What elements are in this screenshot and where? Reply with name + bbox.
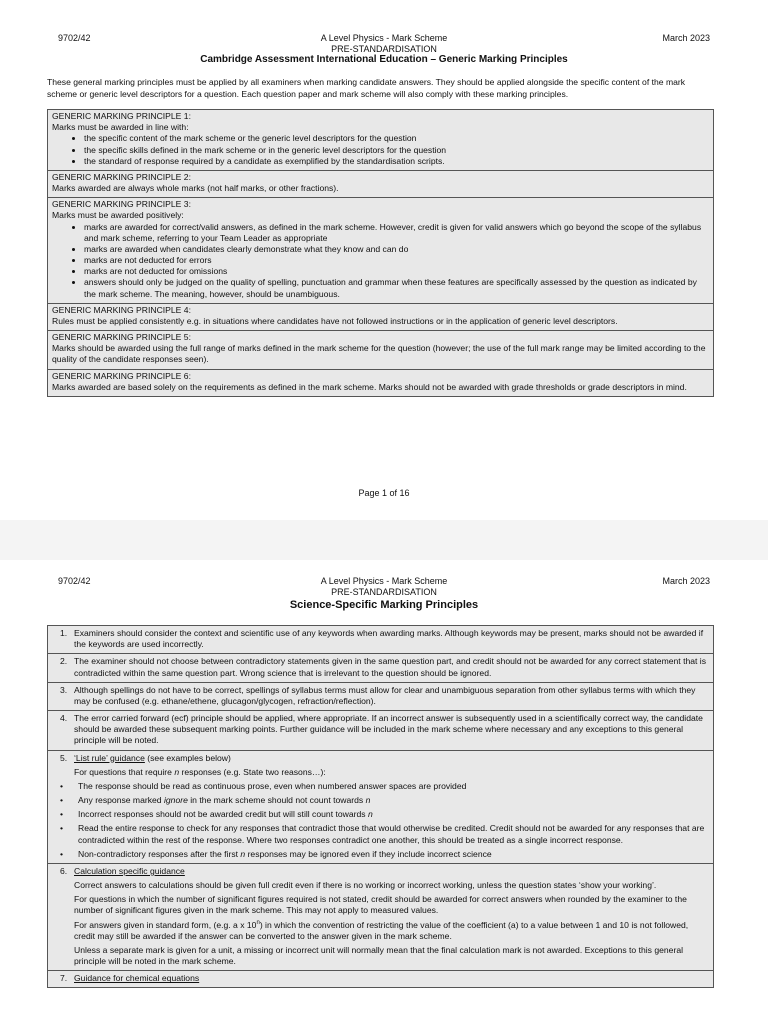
text-part: For questions that require bbox=[74, 766, 175, 777]
principle-1 bbox=[48, 110, 713, 171]
principle-3 bbox=[48, 198, 713, 304]
generic-principles-table bbox=[47, 109, 714, 397]
item-number: 3. bbox=[60, 684, 68, 695]
text-part: in the mark scheme should not count towards bbox=[187, 795, 366, 806]
principle-5 bbox=[48, 331, 713, 370]
calculation-heading: Calculation specific guidance bbox=[74, 865, 185, 876]
list-rule-bullet: • Any response marked ignore in the mark scheme should not count towards n bbox=[60, 795, 371, 806]
bullet-text: The response should be read as continuous prose, even when numbered answer spaces are provided bbox=[78, 780, 467, 791]
stage-label: PRE-STANDARDISATION bbox=[331, 43, 437, 54]
item-number: 2. bbox=[60, 656, 68, 667]
principle-text: Marks awarded are always whole marks (not half marks, or other fractions). bbox=[52, 183, 339, 194]
principle-text: Marks must be awarded in line with: bbox=[52, 122, 189, 133]
principle-6 bbox=[48, 370, 713, 396]
bullet-item: • marks are not deducted for errors bbox=[84, 255, 709, 266]
calc-paragraph: Unless a separate mark is given for a unit, a missing or incorrect unit will normally mean that the final calculation mark is not awarded. Exceptions to this general principle will be noted in the mark scheme. bbox=[74, 944, 684, 967]
text-part: For answers given in standard form, (e.g. a x 10 bbox=[74, 919, 257, 930]
list-rule-bullet: • The response should be read as continuous prose, even when numbered answer spaces are provided bbox=[52, 781, 709, 792]
principle-title: GENERIC MARKING PRINCIPLE 2: bbox=[52, 171, 191, 182]
calc-paragraph: For questions in which the number of significant figures required is not stated, credit should be awarded for correct answers when rounded by the examiner to the number of significant figures given in the mark scheme. This may not apply to measured values. bbox=[74, 894, 687, 916]
item-number: 7. bbox=[60, 973, 68, 984]
bullet-item: • marks are not deducted for omissions bbox=[84, 266, 709, 277]
item-number: 5. bbox=[60, 752, 68, 763]
item-heading bbox=[74, 753, 709, 764]
bullet-item: • the specific content of the mark scheme or the generic level descriptors for the question bbox=[84, 133, 709, 144]
bullet-item: • answers should only be judged on the quality of spelling, punctuation and grammar when these features are specifically assessed by the question as indicated by the mark scheme. The meaning, however, should be unambiguous. bbox=[84, 277, 709, 299]
list-rule-bullet: • Non-contradictory responses after the first n responses may be ignored even if they include incorrect science bbox=[60, 848, 492, 859]
item-text: The error carried forward (ecf) principle should be applied, where appropriate. If an incorrect answer is subsequently used in a scientifically correct way, the candidate should be awarded these subsequent marking points. Further guidance will be included in the mark scheme where necessary and any exceptions to this general principle will be noted. bbox=[74, 713, 703, 746]
text-part: Non-contradictory responses after the first bbox=[78, 848, 241, 859]
stage-label: PRE-STANDARDISATION bbox=[331, 586, 437, 597]
page-gap bbox=[0, 520, 768, 560]
principle-title: GENERIC MARKING PRINCIPLE 1: bbox=[52, 111, 191, 121]
page-title: Cambridge Assessment International Education – Generic Marking Principles bbox=[200, 54, 568, 66]
principle-2 bbox=[48, 171, 713, 198]
page-header bbox=[0, 31, 768, 71]
text-part: Incorrect responses should not be awarded credit but will still count towards bbox=[78, 809, 368, 820]
header-center bbox=[0, 33, 768, 66]
superscript-n: n bbox=[256, 919, 260, 926]
page-2 bbox=[0, 560, 768, 1024]
principle-bullets bbox=[52, 222, 709, 300]
header-center bbox=[0, 576, 768, 612]
science-principle-6 bbox=[48, 864, 713, 971]
principle-text: Marks must be awarded positively: bbox=[52, 210, 184, 221]
italic-n: n bbox=[174, 766, 180, 777]
science-principle-4 bbox=[48, 711, 713, 751]
bullet-text: Read the entire response to check for any responses that contradict those that would otherwise be credited. Credit should not be awarded for any responses that are contradicted within the rest of the response. Where two responses contradict one another, this should be treated as a single incorrect response. bbox=[78, 823, 705, 845]
science-principle-2 bbox=[48, 654, 713, 682]
principle-title: GENERIC MARKING PRINCIPLE 6: bbox=[52, 370, 191, 381]
item-text: The examiner should not choose between contradictory statements given in the same question part, and credit should not be awarded for any correct statement that is contradicted within the same question part. Wrong science that is irrelevant to the question should be ignored. bbox=[74, 656, 706, 678]
italic-ignore: ignore bbox=[163, 795, 188, 806]
item-text: Although spellings do not have to be correct, spellings of syllabus terms must allow for clear and unambiguous separation from other syllabus terms with which they may be confused (e.g. ethane/ethene, glucagon/glycogen, refraction/reflection). bbox=[74, 684, 696, 706]
principle-text: Marks awarded are based solely on the requirements as defined in the mark scheme. Marks should not be awarded with grade thresholds or grade descriptors in mind. bbox=[52, 381, 687, 392]
subject-title: A Level Physics - Mark Scheme bbox=[320, 576, 448, 586]
item-number: 4. bbox=[60, 713, 68, 724]
science-principles-table bbox=[47, 625, 714, 988]
bullet-item: • marks are awarded for correct/valid answers, as defined in the mark scheme. However, credit is given for valid answers which go beyond the scope of the syllabus and mark scheme, referring to your Team Leader as appropriate bbox=[84, 222, 709, 244]
page-number: Page 1 of 16 bbox=[358, 488, 410, 498]
principle-4 bbox=[48, 304, 713, 331]
paper-code: 9702/42 bbox=[58, 576, 91, 586]
italic-n: n bbox=[367, 809, 373, 820]
italic-n: n bbox=[240, 848, 246, 859]
paper-code: 9702/42 bbox=[58, 33, 91, 43]
text-part: ) in which the convention of restricting the value of the coefficient (a) to a value between 1 and 10 is not followed, credit may still be awarded if the answer can be converted to the answer given in the mark scheme. bbox=[74, 919, 689, 941]
list-rule-bullet: • Read the entire response to check for any responses that contradict those that would otherwise be credited. Credit should not be awarded for any responses that are contradicted within the rest of the response. Where two responses contradict one another, this should be treated as a single incorrect response. bbox=[52, 823, 709, 845]
principle-title: GENERIC MARKING PRINCIPLE 3: bbox=[52, 199, 191, 210]
italic-n: n bbox=[365, 795, 371, 806]
list-rule-bullet: • Incorrect responses should not be awarded credit but will still count towards n bbox=[60, 809, 373, 820]
bullet-item: • the standard of response required by a candidate as exemplified by the standardisation scripts. bbox=[84, 156, 709, 167]
item-text: Examiners should consider the context and scientific use of any keywords when awarding marks. Although keywords may be present, marks should not be awarded if the keywords are used incorrectly. bbox=[74, 628, 704, 650]
text-part: responses (e.g. State two reasons…): bbox=[179, 766, 326, 777]
list-rule-heading: ‘List rule’ guidance bbox=[74, 752, 145, 763]
calc-paragraph: Correct answers to calculations should be given full credit even if there is no working or incorrect working, unless the question states ‘show your working’. bbox=[74, 880, 657, 891]
bullet-item: • marks are awarded when candidates clearly demonstrate what they know and can do bbox=[84, 244, 709, 255]
list-rule-intro bbox=[52, 767, 709, 778]
bullet-item: • the specific skills defined in the mark scheme or in the generic level descriptors for the question bbox=[84, 145, 709, 156]
text-part: responses may be ignored even if they include incorrect science bbox=[245, 848, 492, 859]
exam-date: March 2023 bbox=[662, 33, 710, 43]
intro-paragraph: These general marking principles must be applied by all examiners when marking candidate answers. They should be applied alongside the specific content of the mark scheme or generic level descriptors for a question. Each question paper and mark scheme will also comply with these marking principles. bbox=[47, 77, 686, 99]
principle-bullets bbox=[52, 133, 709, 167]
science-principle-1 bbox=[48, 626, 713, 654]
calc-paragraph bbox=[52, 920, 709, 942]
principle-text: Rules must be applied consistently e.g. in situations where candidates have not followed instructions or in the application of generic level descriptors. bbox=[52, 315, 618, 326]
science-principle-5 bbox=[48, 751, 713, 864]
science-principle-7 bbox=[48, 971, 713, 987]
chemical-equations-heading: Guidance for chemical equations bbox=[74, 973, 200, 984]
page-header bbox=[0, 574, 768, 614]
heading-suffix: (see examples below) bbox=[144, 752, 231, 763]
science-principle-3 bbox=[48, 683, 713, 711]
exam-date: March 2023 bbox=[662, 576, 710, 586]
principle-title: GENERIC MARKING PRINCIPLE 5: bbox=[52, 332, 191, 343]
text-part: Any response marked bbox=[78, 795, 164, 806]
page-title: Science-Specific Marking Principles bbox=[289, 599, 479, 612]
item-number: 1. bbox=[60, 628, 68, 638]
principle-title: GENERIC MARKING PRINCIPLE 4: bbox=[52, 304, 191, 315]
principle-text: Marks should be awarded using the full range of marks defined in the mark scheme for the question (however; the use of the full mark range may be limited according to the quality of the candidate responses seen). bbox=[52, 343, 706, 365]
item-number: 6. bbox=[60, 865, 68, 876]
subject-title: A Level Physics - Mark Scheme bbox=[320, 33, 448, 43]
